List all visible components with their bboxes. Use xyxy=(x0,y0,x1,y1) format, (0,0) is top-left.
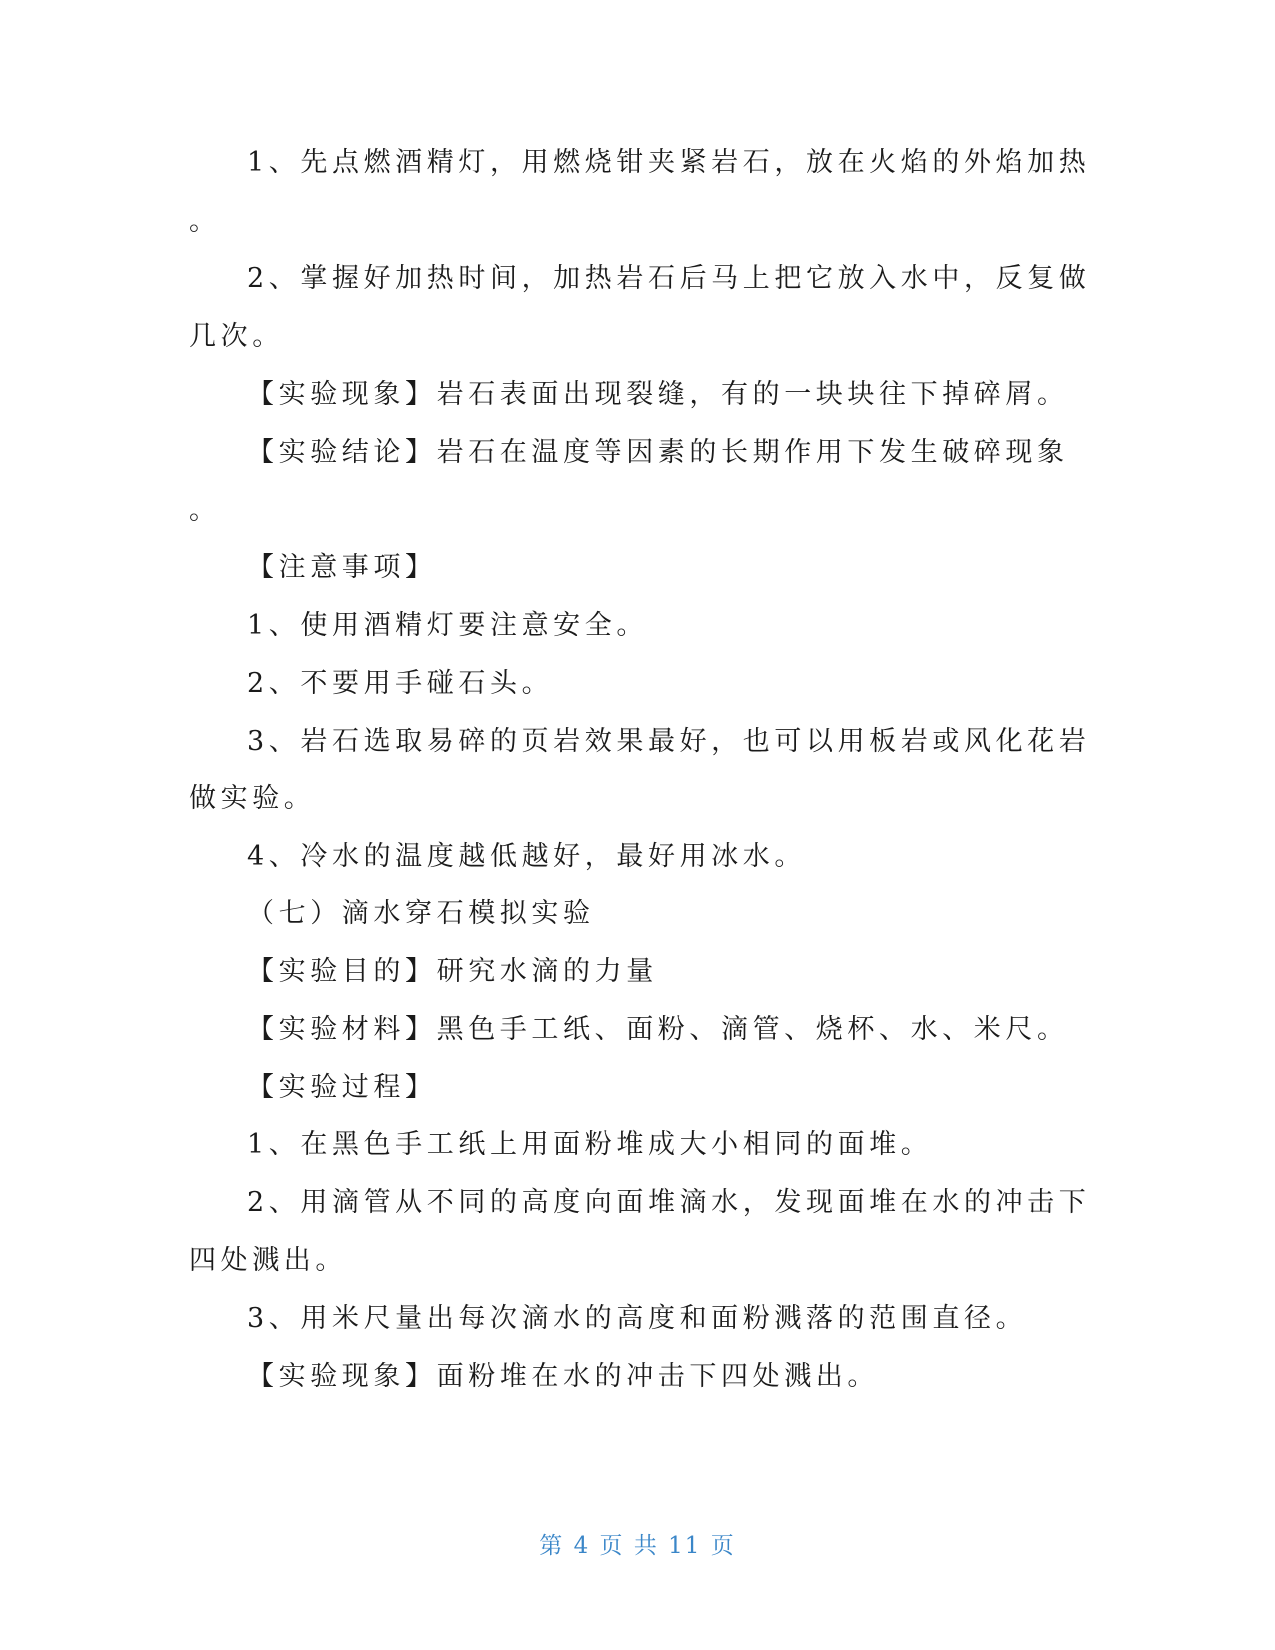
paragraph-line: 3、岩石选取易碎的页岩效果最好，也可以用板岩或风化花岩 xyxy=(247,726,1091,757)
paragraph-line: 1、使用酒精灯要注意安全。 xyxy=(247,610,648,641)
paragraph-line: 【实验现象】面粉堆在水的冲击下四处溅出。 xyxy=(247,1361,879,1392)
paragraph-line: 四处溅出。 xyxy=(189,1245,347,1276)
paragraph-line: 【实验现象】岩石表面出现裂缝，有的一块块往下掉碎屑。 xyxy=(247,379,1069,410)
paragraph-line: 2、不要用手碰石头。 xyxy=(247,668,554,699)
paragraph-line: 做实验。 xyxy=(189,783,316,814)
paragraph-line: 。 xyxy=(189,495,221,526)
page-footer: 第 4 页 共 11 页 xyxy=(539,1533,736,1559)
section-heading: 【注意事项】 xyxy=(247,552,437,583)
paragraph-line: 【实验结论】岩石在温度等因素的长期作用下发生破碎现象 xyxy=(247,437,1069,468)
section-heading: 【实验过程】 xyxy=(247,1072,437,1103)
paragraph-line: 3、用米尺量出每次滴水的高度和面粉溅落的范围直径。 xyxy=(247,1303,1028,1334)
paragraph-line: 2、掌握好加热时间，加热岩石后马上把它放入水中，反复做 xyxy=(247,263,1091,294)
section-title: （七）滴水穿石模拟实验 xyxy=(247,898,595,929)
paragraph-line: 1、在黑色手工纸上用面粉堆成大小相同的面堆。 xyxy=(247,1129,933,1160)
paragraph-line: 1、先点燃酒精灯，用燃烧钳夹紧岩石，放在火焰的外焰加热 xyxy=(247,147,1091,178)
paragraph-line: 几次。 xyxy=(189,321,284,352)
paragraph-line: 。 xyxy=(189,206,221,237)
paragraph-line: 2、用滴管从不同的高度向面堆滴水，发现面堆在水的冲击下 xyxy=(247,1187,1091,1218)
paragraph-line: 【实验材料】黑色手工纸、面粉、滴管、烧杯、水、米尺。 xyxy=(247,1014,1069,1045)
paragraph-line: 【实验目的】研究水滴的力量 xyxy=(247,956,658,987)
paragraph-line: 4、冷水的温度越低越好，最好用冰水。 xyxy=(247,841,806,872)
